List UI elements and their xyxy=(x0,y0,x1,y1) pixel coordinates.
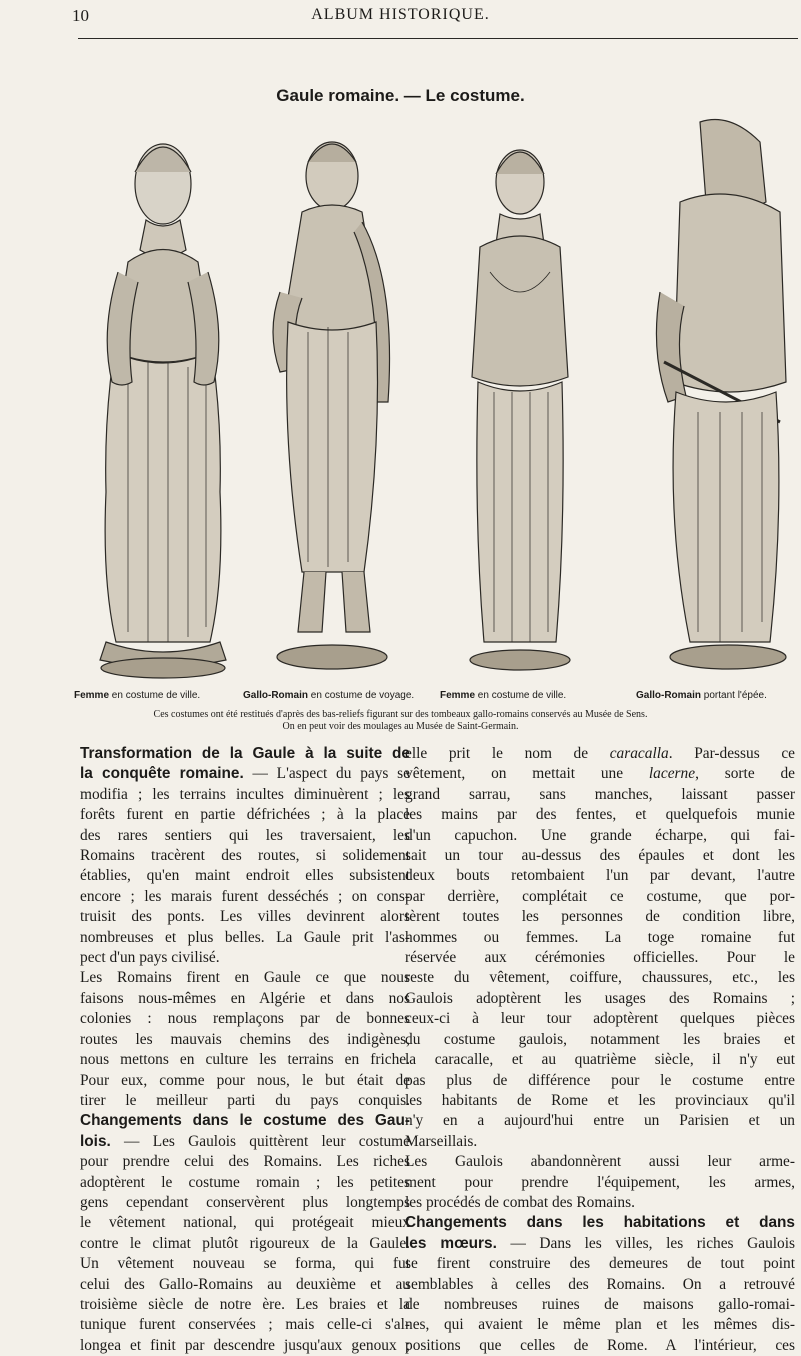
body-text: — Dans les villes, les riches Gaulois xyxy=(496,1234,796,1252)
text-line: Les Romains firent en Gaule ce que nous xyxy=(80,969,410,987)
text-line: troisième siècle de notre ère. Les braies et la xyxy=(80,1295,410,1313)
figure-woman-city-2 xyxy=(460,112,580,682)
text-line: du costume gaulois, notamment les braies et xyxy=(405,1030,795,1048)
text-line: modifia ; les terrains incultes diminuèrent ; les xyxy=(80,785,410,803)
header-rule xyxy=(78,38,798,39)
text-line: deux bouts retombaient l'un par devant, l'autre xyxy=(405,867,795,885)
text-line: tèrent toutes les personnes de condition libre, xyxy=(405,908,795,926)
text-line: pour prendre celui des Romains. Les riches xyxy=(80,1153,410,1171)
italic-term: caracalla xyxy=(609,745,669,762)
text-line: Marseillais. xyxy=(405,1132,478,1150)
italic-term: lacerne xyxy=(648,765,696,783)
text-line: routes les mauvais chemins des indigènes, xyxy=(80,1030,410,1048)
section-heading: lois. xyxy=(80,1132,111,1150)
text-line: des rares sentiers qui les traversaient, les xyxy=(80,826,410,844)
text-line: gens cependant conservèrent plus longtemps xyxy=(80,1193,410,1211)
text-line: n'y en a aujourd'hui entre un Parisien et un xyxy=(405,1112,795,1130)
text-line: adoptèrent le costume romain ; les petites xyxy=(80,1173,410,1191)
text-line: nombreuses et plus belles. La Gaule prit l'as- xyxy=(80,928,410,946)
body-text: — Les Gaulois quittèrent leur costume xyxy=(110,1132,410,1150)
text-line: tunique furent conservées ; mais celle-ci s'al- xyxy=(80,1316,410,1334)
figure-gallo-roman-sword xyxy=(640,112,790,682)
text-column-left xyxy=(80,744,410,1356)
text-line: faisons nous-mêmes en Algérie et dans nos xyxy=(80,989,410,1007)
text-line: semblables à celles des Romains. On a retrouvé xyxy=(405,1275,795,1293)
text-line: hommes ou femmes. La toge romaine fut xyxy=(405,928,795,946)
section-heading: la conquête romaine. xyxy=(80,765,244,783)
text-column-right xyxy=(405,744,795,1356)
text-line xyxy=(405,744,795,764)
text-line xyxy=(80,1132,410,1152)
text-line xyxy=(80,1111,410,1131)
text-line: colonies : nous remplaçons par de bonnes xyxy=(80,1010,410,1028)
text-line: réservée aux cérémonies officielles. Pour le xyxy=(405,949,795,967)
page-number: 10 xyxy=(72,6,89,25)
text-line: les mains par des fentes, et quelquefois munie xyxy=(405,806,795,824)
text-line: reste du vêtement, coiffure, chaussures, etc., les xyxy=(405,969,795,987)
text-line: tirer le meilleur parti du pays conquis. xyxy=(80,1091,410,1109)
text-line: ceux-ci à leur tour adoptèrent quelques pièces xyxy=(405,1010,795,1028)
body-text: elle prit le nom de xyxy=(405,745,610,762)
body-text: . Par-dessus ce xyxy=(668,745,796,762)
plate-note xyxy=(0,709,801,733)
text-line: de nombreuses ruines de maisons gallo-romai- xyxy=(405,1295,795,1313)
engraving-woman-city-2 xyxy=(460,112,580,682)
text-line: celui des Gallo-Romains au deuxième et au xyxy=(80,1275,410,1293)
engraving-woman-city-1 xyxy=(88,112,238,682)
plate-figures xyxy=(74,112,795,701)
figure-woman-city-1 xyxy=(88,112,238,682)
text-line: pas plus de différence pour le costume entre xyxy=(405,1071,795,1089)
figure-gallo-roman-travel xyxy=(258,112,406,682)
body-text: — L'aspect du pays se xyxy=(243,765,410,783)
text-line: nous mettons en culture les terrains en friche. xyxy=(80,1051,410,1069)
running-head: ALBUM HISTORIQUE. xyxy=(311,6,490,23)
text-line: le vêtement national, qui protégeait mieux xyxy=(80,1214,410,1232)
caption-figure-4: Gallo-Romain portant l'épée. xyxy=(636,690,767,701)
text-line: forêts furent en partie défrichées ; à la place xyxy=(80,806,410,824)
text-line: contre le climat plutôt rigoureux de la Gaule. xyxy=(80,1234,410,1252)
section-heading: les mœurs. xyxy=(405,1234,497,1252)
section-heading: Changements dans le costume des Gau- xyxy=(80,1112,410,1130)
text-line: truisit des ponts. Les villes devinrent alors xyxy=(80,908,410,926)
engraving-gallo-roman-sword xyxy=(640,112,790,682)
caption-figure-1: Femme en costume de ville. xyxy=(74,690,201,701)
text-line: pect d'un pays civilisé. xyxy=(80,949,220,967)
text-line: longea et finit par descendre jusqu'aux genoux ; xyxy=(80,1336,410,1354)
section-heading: Changements dans les habitations et dans xyxy=(405,1214,795,1232)
text-line: les procédés de combat des Romains. xyxy=(405,1193,635,1211)
text-line xyxy=(80,744,410,764)
text-line: les habitants de Rome et les provinciaux qu'il xyxy=(405,1091,795,1109)
text-line: la caracalle, et au quatrième siècle, il n'y eut xyxy=(405,1051,795,1069)
engraving-gallo-roman-travel xyxy=(258,112,406,682)
text-line: Les Gaulois abandonnèrent aussi leur arme- xyxy=(405,1153,795,1171)
caption-figure-2: Gallo-Romain en costume de voyage. xyxy=(243,690,415,701)
text-line: d'un capuchon. Une grande écharpe, qui fai- xyxy=(405,826,795,844)
text-line: ment pour prendre l'équipement, les armes, xyxy=(405,1173,795,1191)
text-line: encore ; les marais furent desséchés ; on cons- xyxy=(80,887,410,905)
section-heading: Transformation de la Gaule à la suite de xyxy=(80,745,410,762)
body-text: , sorte de xyxy=(695,765,795,783)
text-line: se firent construire des demeures de tout point xyxy=(405,1255,795,1273)
text-line: grand sarrau, sans manches, laissant passer xyxy=(405,785,795,803)
caption-figure-3: Femme en costume de ville. xyxy=(440,690,567,701)
text-line: par derrière, complétait ce costume, que por- xyxy=(405,887,795,905)
text-line xyxy=(80,764,410,784)
page-header xyxy=(0,0,801,62)
text-line xyxy=(405,1213,795,1233)
body-text: vêtement, on mettait une xyxy=(405,765,649,783)
text-line: nes, qui avaient le même plan et les mêmes dis- xyxy=(405,1316,795,1334)
text-line xyxy=(405,1234,795,1254)
plate-note-line-2: On en peut voir des moulages au Musée de Saint-Germain. xyxy=(282,721,519,732)
text-line: Gaulois adoptèrent les usages des Romains ; xyxy=(405,989,795,1007)
text-line xyxy=(405,764,795,784)
text-line: positions que celles de Rome. A l'intérieur, ces xyxy=(405,1336,795,1354)
text-line: Un vêtement nouveau se forma, qui fut xyxy=(80,1255,410,1273)
text-line: Pour eux, comme pour nous, le but était de xyxy=(80,1071,410,1089)
text-line: établies, qu'en maint endroit elles subsistent xyxy=(80,867,410,885)
text-line: Romains tracèrent des routes, si solidement xyxy=(80,847,410,865)
plate-note-line-1: Ces costumes ont été restitués d'après des bas-reliefs figurant sur des tombeaux gallo-romains conservés au Musée de Sens. xyxy=(153,709,648,720)
plate-title: Gaule romaine. — Le costume. xyxy=(276,86,525,105)
text-line: sait un tour au-dessus des épaules et dont les xyxy=(405,847,795,865)
